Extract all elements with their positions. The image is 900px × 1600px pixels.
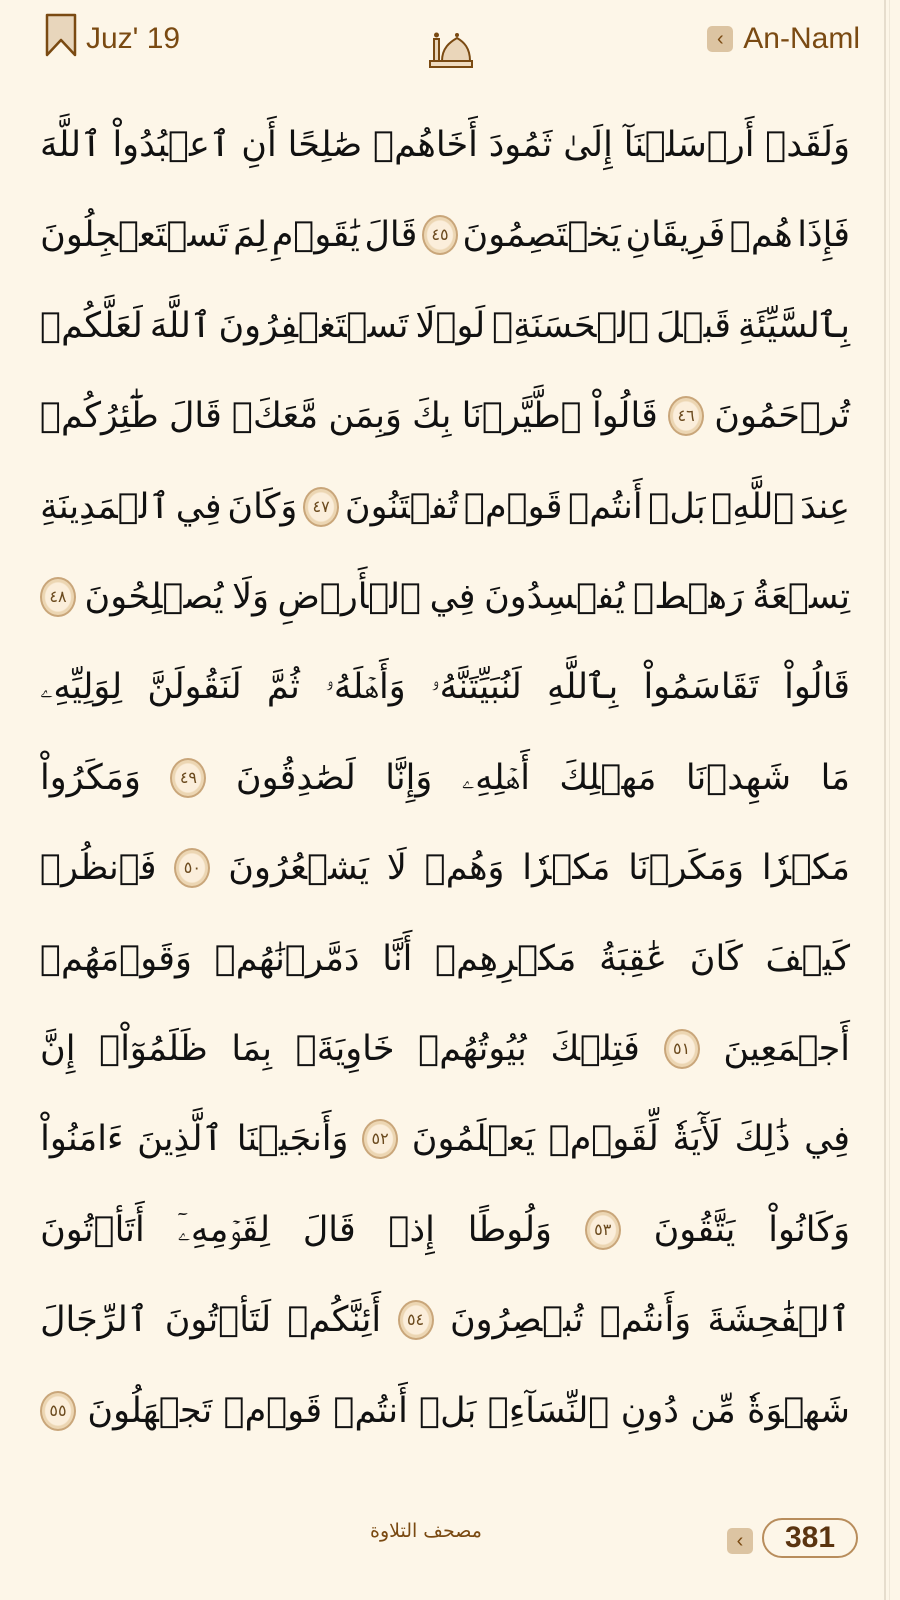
verse-word[interactable]: قَالَ [168,396,222,437]
verse-line [40,1094,850,1184]
verse-word[interactable]: لِوَلِيِّهِۦ [40,667,123,708]
ayah-marker[interactable]: ٥٢ [362,1119,398,1159]
verse-word[interactable]: خَاوِيَةَۢ [295,1029,395,1069]
verse-word[interactable]: تُفۡتَنُونَ [344,486,459,527]
ayah-marker[interactable]: ٥٥ [40,1391,76,1431]
mosque-icon[interactable] [428,22,474,72]
verse-word[interactable]: مَّعَكَۚ [232,396,319,437]
verse-word[interactable]: أَرۡسَلۡنَآ [623,125,755,165]
bookmark-icon[interactable] [44,12,78,66]
ayah-marker[interactable]: ٤٧ [303,487,339,527]
verse-word[interactable]: دَمَّرۡنَٰهُمۡ [214,938,360,979]
verse-word[interactable]: ٱلَّذِينَ [137,1119,224,1160]
verse-word[interactable]: لَوۡلَا [415,305,486,346]
verse-word[interactable]: تَسۡتَغۡفِرُونَ [218,305,409,346]
verse-line [40,281,850,371]
verse-word[interactable]: وَأَهۡلَهُۥ [325,667,406,708]
verse-line [40,1366,850,1456]
verse-word[interactable]: بَلۡ [419,1390,477,1431]
verse-word[interactable]: وَهُمۡ [424,848,505,889]
verse-word[interactable]: طَٰٓئِرُكُمۡ [40,396,159,437]
verse-word[interactable]: شَهِدۡنَا [685,757,792,798]
verse-word[interactable]: وَلُوطًا [467,1209,552,1250]
verse-word[interactable]: صَٰلِحًا [287,125,363,165]
verse-word[interactable]: مَكۡرِهِمۡ [435,938,577,979]
surah-indicator[interactable] [707,14,860,64]
verse-word[interactable]: قَالُواْ [784,667,850,708]
verse-word[interactable]: فِي [804,1119,850,1160]
verse-word[interactable]: لَتَأۡتُونَ [164,1300,272,1341]
verse-word[interactable]: يَعۡلَمُونَ [411,1119,536,1160]
verse-word[interactable]: بِكَ [412,396,452,437]
verse-word[interactable]: ثُمَّ [266,667,300,708]
ayah-marker[interactable]: ٥٣ [585,1210,621,1250]
verse-word[interactable]: كَانَ [689,938,743,979]
verse-word[interactable]: لِّقَوۡمٖ [548,1119,659,1160]
verse-word[interactable]: وَمَكَرۡنَا [628,848,744,889]
verse-word[interactable]: بِمَا [231,1029,273,1069]
verse-word[interactable]: ٱلنِّسَآءِۚ [487,1390,610,1431]
verse-word[interactable]: يُصۡلِحُونَ [84,577,224,617]
verse-line [40,642,850,732]
verse-word[interactable]: ٱللَّهَ [40,125,102,165]
verse-word[interactable]: لَعَلَّكُمۡ [40,305,143,346]
verse-word[interactable]: تَجۡهَلُونَ [87,1390,213,1431]
verse-word[interactable]: وَبِمَن [328,396,402,437]
verse-word[interactable]: وَلَا [232,577,269,617]
ayah-marker[interactable]: ٤٨ [40,577,76,617]
verse-word[interactable]: أَتَأۡتُونَ [40,1209,145,1250]
verse-word[interactable]: مَكۡرٗا [761,848,850,889]
verse-word[interactable]: أَنِ [241,125,277,165]
verse-word[interactable]: مَكۡرٗا [522,848,611,889]
verse-word[interactable]: تُرۡحَمُونَ [714,396,850,437]
verse-word[interactable]: لَنُبَيِّتَنَّهُۥ [430,667,522,708]
juz-indicator[interactable] [44,14,180,64]
verse-word[interactable]: قَبۡلَ [656,305,731,346]
verse-word[interactable]: ٱلۡأَرۡضِ [277,577,422,617]
verse-line [40,914,850,1004]
verse-word[interactable]: فِي [175,486,222,527]
verse-word[interactable]: يَشۡعُرُونَ [228,848,370,889]
verse-word[interactable]: قَوۡمٞ [463,486,563,527]
ayah-marker[interactable]: ٤٥ [422,215,458,255]
verse-word[interactable]: تُبۡصِرُونَ [449,1300,584,1341]
page-number[interactable]: 381 [762,1518,858,1558]
juz-label: Juz' 19 [86,22,181,55]
verse-word[interactable]: بُيُوتُهُمۡ [418,1029,527,1069]
mushaf-name: مصحف التلاوة [370,1520,482,1542]
chevron-left-icon[interactable]: ‹ [707,26,733,52]
verse-word[interactable]: لِمَ [233,215,268,256]
verse-word[interactable]: ٱللَّهِۖ [711,486,795,527]
page-edge [884,0,886,1600]
verse-word[interactable]: ٱلۡمَدِينَةِ [40,486,170,527]
verse-word[interactable]: بِٱلسَّيِّئَةِ [737,305,850,346]
ayah-marker[interactable]: ٤٩ [170,758,206,798]
verse-line [40,1275,850,1365]
verse-word[interactable]: قَوۡمٞ [223,1390,323,1431]
verse-word[interactable]: عَٰقِبَةُ [599,938,667,979]
verse-word[interactable]: يُفۡسِدُونَ [484,577,625,617]
verse-line [40,823,850,913]
verse-word[interactable]: أَخَاهُمۡ [373,125,478,165]
verse-word[interactable]: ٱعۡبُدُواْ [112,125,231,165]
verse-word[interactable]: فَإِذَا [797,215,850,256]
verse-word[interactable]: فَتِلۡكَ [550,1029,640,1069]
verse-word[interactable]: لَنَقُولَنَّ [147,667,242,708]
verse-word[interactable]: وَلَقَدۡ [765,125,850,165]
verse-line [40,733,850,823]
verse-word[interactable]: أَجۡمَعِينَ [723,1029,850,1069]
verse-word[interactable]: هُمۡ [729,215,793,256]
verse-word[interactable]: تَقَاسَمُواْ [643,667,759,708]
verse-word[interactable]: وَقَوۡمَهُمۡ [40,938,192,979]
verse-word[interactable]: وَأَنجَيۡنَا [236,1119,349,1160]
verse-word[interactable]: وَكَانُواْ [768,1209,850,1250]
surah-label: An-Naml [743,22,860,55]
ayah-marker[interactable]: ٥٤ [398,1300,434,1340]
verse-word[interactable]: شَهۡوَةٗ [747,1390,850,1431]
verse-word[interactable]: ٱلۡفَٰحِشَةَ [707,1300,850,1341]
verse-line [40,1185,850,1275]
verse-word[interactable]: تِسۡعَةُ [752,577,850,617]
verse-word[interactable]: ٱطَّيَّرۡنَا [461,396,582,437]
verse-word[interactable]: يَتَّقُونَ [653,1209,736,1250]
verse-word[interactable]: لَصَٰدِقُونَ [235,757,356,798]
verse-word[interactable]: ٱللَّهَ [149,305,212,346]
verse-word[interactable]: أَنَّا [382,938,413,979]
verse-word[interactable]: أَهۡلِهِۦ [461,757,530,798]
verse-word[interactable]: ٱلۡحَسَنَةِۖ [492,305,650,346]
verse-word[interactable]: أَنتُمۡ [568,486,643,527]
verse-word[interactable]: فِي [429,577,476,617]
verse-word[interactable]: ءَامَنُواْ [40,1119,124,1160]
verse-line [40,552,850,642]
verse-word[interactable]: تَسۡتَعۡجِلُونَ [40,215,229,256]
verse-word[interactable]: إِلَىٰ [563,125,613,165]
verse-word[interactable]: مَا [820,757,850,798]
verse-word[interactable]: لَأٓيَةٗ [672,1119,721,1160]
verse-word[interactable]: مَهۡلِكَ [559,757,657,798]
verse-word[interactable]: بِٱللَّهِ [547,667,619,708]
ayah-marker[interactable]: ٥٠ [174,848,210,888]
verse-word[interactable]: أَئِنَّكُمۡ [287,1300,382,1341]
verse-word[interactable]: بَلۡ [648,486,706,527]
verse-line [40,371,850,461]
ayah-marker[interactable]: ٤٦ [668,396,704,436]
chevron-left-icon[interactable]: ‹ [727,1528,753,1554]
verse-word[interactable]: يَخۡتَصِمُونَ [462,215,621,256]
verse-word[interactable]: وَإِنَّا [385,757,433,798]
verse-word[interactable]: لِقَوۡمِهِۦٓ [177,1209,271,1250]
verse-word[interactable]: إِنَّ [40,1029,76,1069]
verse-word[interactable]: ٱلرِّجَالَ [40,1300,149,1341]
verse-word[interactable]: فَرِيقَانِ [625,215,726,256]
verse-word[interactable]: وَمَكَرُواْ [40,757,141,798]
verse-word[interactable]: ثَمُودَ [488,125,553,165]
verse-word[interactable]: مِّن [690,1390,736,1431]
verse-word[interactable]: رَهۡطٖ [633,577,744,617]
verse-word[interactable]: لَا [386,848,407,889]
verse-word[interactable]: دُونِ [620,1390,679,1431]
verse-word[interactable]: قَالُواْ [591,396,658,437]
verse-word[interactable]: وَأَنتُمۡ [599,1300,692,1341]
verse-word[interactable]: قَالَ [302,1209,356,1250]
verse-word[interactable]: كَيۡفَ [765,938,850,979]
verse-word[interactable]: ذَٰلِكَ [734,1119,791,1160]
verse-word[interactable]: فَٱنظُرۡ [40,848,157,889]
verse-word[interactable]: يَٰقَوۡمِ [271,215,360,256]
verse-line [40,1004,850,1094]
page-edge [889,0,890,1600]
verse-word[interactable]: إِذۡ [388,1209,435,1250]
verse-word[interactable]: عِندَ [800,486,850,527]
verse-word[interactable]: أَنتُمۡ [333,1390,408,1431]
verse-line [40,462,850,552]
verse-line [40,100,850,190]
verse-word[interactable]: قَالَ [364,215,418,256]
verse-line [40,190,850,280]
verse-word[interactable]: ظَلَمُوٓاْۚ [99,1029,208,1069]
verse-word[interactable]: وَكَانَ [227,486,298,527]
ayah-marker[interactable]: ٥١ [664,1029,700,1069]
